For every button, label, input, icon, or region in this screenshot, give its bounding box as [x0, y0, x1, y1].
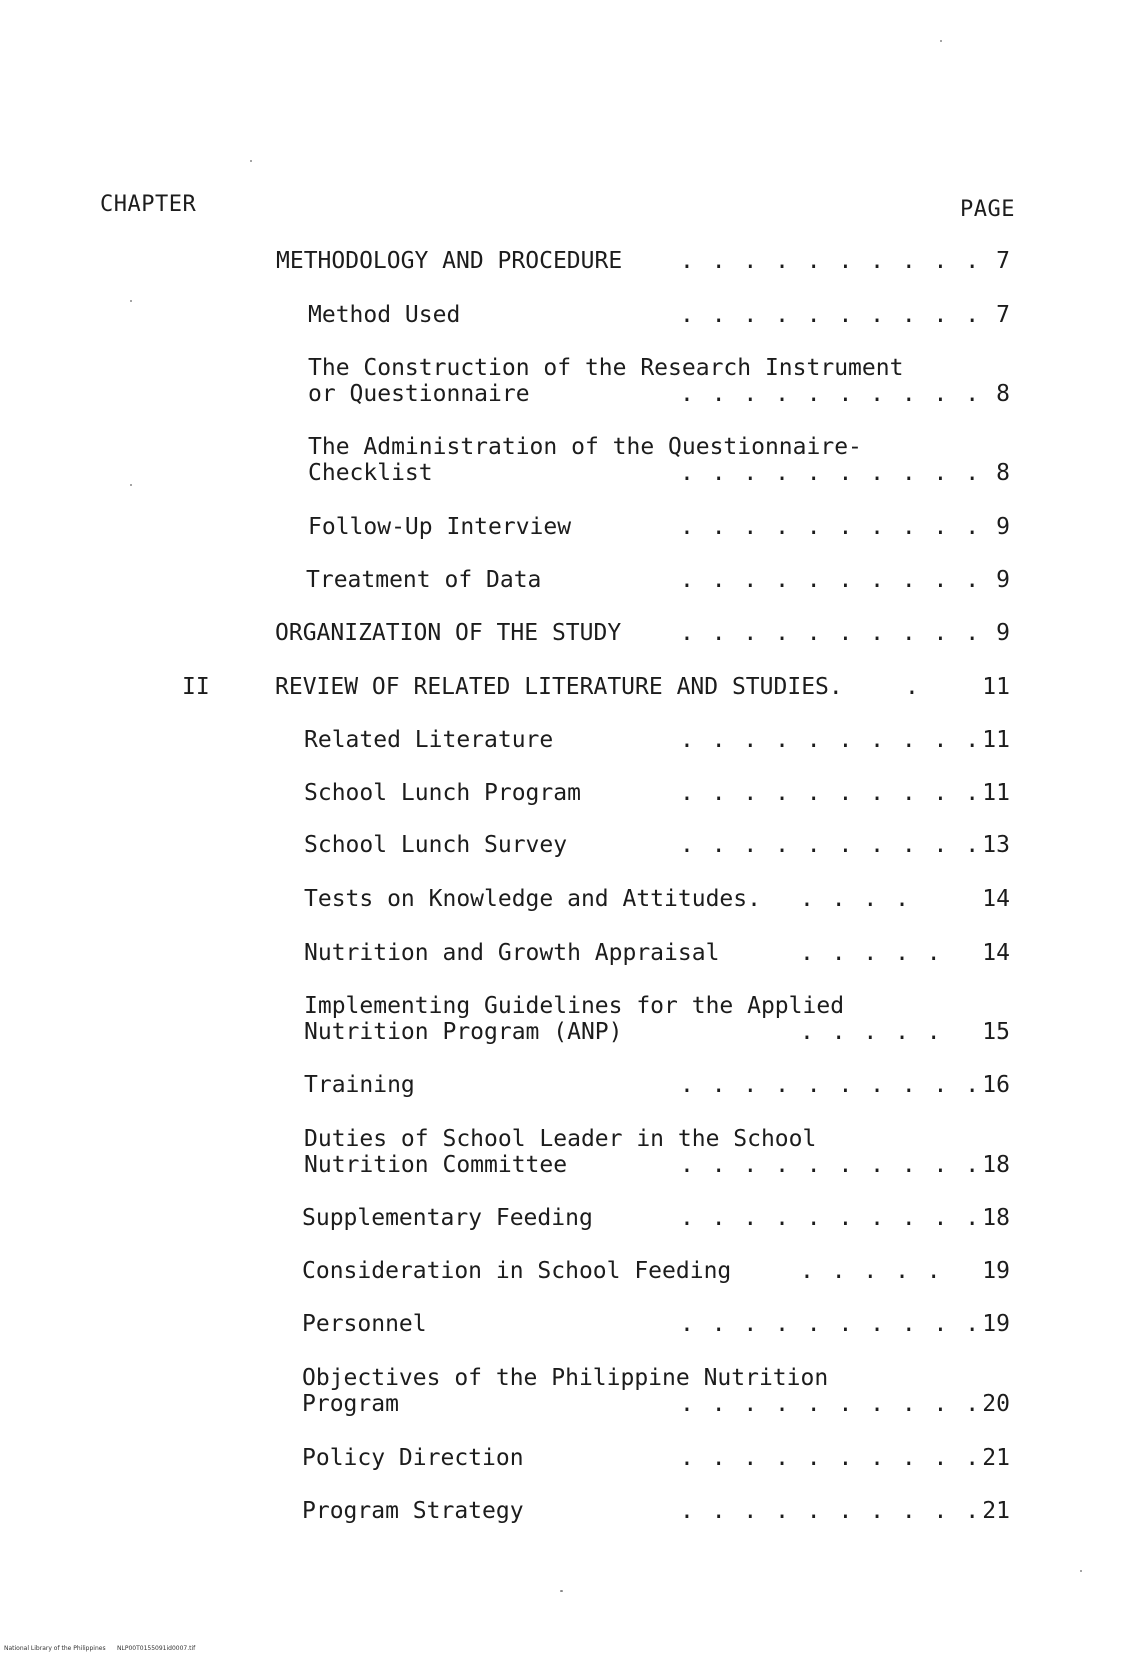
toc-entry-title-cont: Nutrition Committee	[304, 1152, 568, 1178]
footer-filename: NLP00T0155091id0007.tif	[117, 1645, 196, 1652]
scan-speck	[940, 40, 942, 42]
leader-dots: . . . . . . . . . .	[680, 620, 982, 646]
toc-entry-title: Related Literature	[304, 727, 554, 753]
toc-entry-title: The Administration of the Questionnaire-	[308, 434, 862, 460]
page-number: 11	[982, 727, 1010, 753]
page-header: PAGE	[960, 197, 1015, 222]
toc-entry-title: School Lunch Program	[304, 780, 581, 806]
page-number: 11	[982, 780, 1010, 806]
page-number: 7	[996, 302, 1010, 328]
leader-dots: .	[905, 674, 921, 700]
toc-entry-title: REVIEW OF RELATED LITERATURE AND STUDIES.	[275, 674, 843, 700]
toc-entry-title: Policy Direction	[302, 1445, 524, 1471]
page-number: 9	[996, 620, 1010, 646]
toc-entry-title: Supplementary Feeding	[302, 1205, 593, 1231]
scan-speck	[130, 300, 132, 302]
leader-dots: . . . .	[800, 886, 911, 912]
leader-dots: . . . . . . . . . .	[680, 1445, 982, 1471]
chapter-number: II	[182, 674, 210, 700]
toc-entry-title: Follow-Up Interview	[308, 514, 572, 540]
toc-entry-title: Objectives of the Philippine Nutrition	[302, 1365, 829, 1391]
page-number: 19	[982, 1311, 1010, 1337]
toc-entry-title: ORGANIZATION OF THE STUDY	[275, 620, 622, 646]
page-number: 16	[982, 1072, 1010, 1098]
page-number: 15	[982, 1019, 1010, 1045]
leader-dots: . . . . . . . . . .	[680, 1152, 982, 1178]
leader-dots: . . . . . . . . . .	[680, 1205, 982, 1231]
page-number: 21	[982, 1498, 1010, 1524]
toc-entry-title: Program Strategy	[302, 1498, 524, 1524]
leader-dots: . . . . . . . . . .	[680, 727, 982, 753]
page-number: 19	[982, 1258, 1010, 1284]
toc-entry-title-cont: Nutrition Program (ANP)	[304, 1019, 623, 1045]
page-number: 8	[996, 460, 1010, 486]
scan-speck	[250, 160, 252, 162]
page-number: 20	[982, 1391, 1010, 1417]
leader-dots: . . . . . . . . . .	[680, 1498, 982, 1524]
toc-entry-title: Treatment of Data	[306, 567, 542, 593]
leader-dots: . . . . . . . . . .	[680, 832, 982, 858]
page-number: 9	[996, 514, 1010, 540]
toc-entry-title: Nutrition and Growth Appraisal	[304, 940, 720, 966]
toc-entry-title: Consideration in School Feeding	[302, 1258, 732, 1284]
toc-entry-title: Implementing Guidelines for the Applied	[304, 993, 845, 1019]
page-number: 18	[982, 1205, 1010, 1231]
toc-entry-title: Method Used	[308, 302, 461, 328]
leader-dots: . . . . . . . . . .	[680, 248, 982, 274]
page-number: 9	[996, 567, 1010, 593]
leader-dots: . . . . . . . . . .	[680, 302, 982, 328]
leader-dots: . . . . . . . . . .	[680, 567, 982, 593]
page-number: 14	[982, 886, 1010, 912]
leader-dots: . . . . .	[800, 1258, 943, 1284]
page-number: 8	[996, 381, 1010, 407]
leader-dots: . . . . . . . . . .	[680, 514, 982, 540]
leader-dots: . . . . .	[800, 1019, 943, 1045]
leader-dots: . . . . . . . . . .	[680, 1311, 982, 1337]
leader-dots: . . . . .	[800, 940, 943, 966]
toc-entry-title-cont: Checklist	[308, 460, 433, 486]
leader-dots: . . . . . . . . . .	[680, 1072, 982, 1098]
footer-library: National Library of the Philippines	[4, 1645, 106, 1652]
page-number: 18	[982, 1152, 1010, 1178]
chapter-header: CHAPTER	[100, 192, 197, 217]
page-number: 21	[982, 1445, 1010, 1471]
toc-entry-title: METHODOLOGY AND PROCEDURE	[276, 248, 623, 274]
leader-dots: . . . . . . . . . .	[680, 460, 982, 486]
toc-entry-title: Duties of School Leader in the School	[304, 1126, 817, 1152]
scan-speck	[560, 1590, 563, 1592]
toc-entry-title-cont: Program	[302, 1391, 399, 1417]
footer-source	[4, 1645, 195, 1652]
page-number: 13	[982, 832, 1010, 858]
leader-dots: . . . . . . . . . .	[680, 381, 982, 407]
page-number: 7	[996, 248, 1010, 274]
toc-entry-title: Tests on Knowledge and Attitudes.	[304, 886, 761, 912]
page-number: 14	[982, 940, 1010, 966]
leader-dots: . . . . . . . . . .	[680, 1391, 982, 1417]
scan-speck	[130, 484, 132, 486]
toc-entry-title: Personnel	[302, 1311, 427, 1337]
toc-entry-title: The Construction of the Research Instrument	[308, 355, 904, 381]
toc-entry-title: School Lunch Survey	[304, 832, 568, 858]
toc-entry-title-cont: or Questionnaire	[308, 381, 530, 407]
toc-entry-title: Training	[304, 1072, 415, 1098]
scan-speck	[1080, 1570, 1082, 1572]
page-number: 11	[982, 674, 1010, 700]
leader-dots: . . . . . . . . . .	[680, 780, 982, 806]
